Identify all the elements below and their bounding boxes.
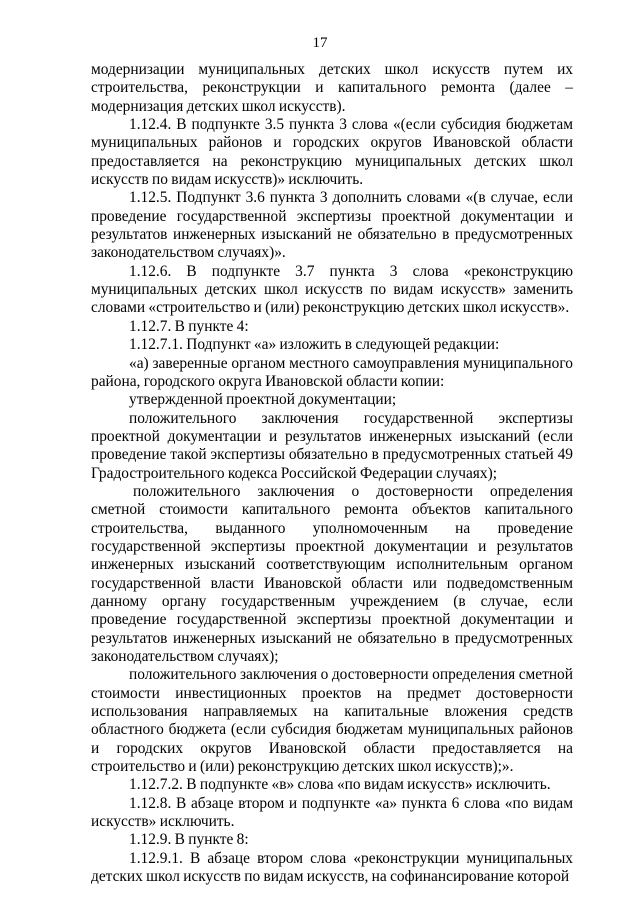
paragraph-1-12-9-1: 1.12.9.1. В абзаце втором слова «реконструкции муниципальных детских школ искусств по видам искусств, на софинансирование которой xyxy=(91,849,573,886)
paragraph-estimate-reliability-investment: положительного заключения о достоверности определения сметной стоимости инвестиционных проектов на предмет достоверности использования направляемых на капитальные вложения средств областного бюджета (если субсидия бюджетам муниципальных районов и городских округов Ивановской области предоставляется на строительство и (или) реконструкцию детских школ искусств);». xyxy=(91,666,573,776)
paragraph-estimate-reliability-repair: положительного заключения о достоверности определения сметной стоимости капитального ремонта объектов капитального строительства, выданного уполномоченным на проведение государственной экспертизы проектной документации и результатов инженерных изысканий соответствующим исполнительным органом государственной власти Ивановской области или подведомственным данному органу государственным учреждением (в случае, если проведение государственной экспертизы проектной документации и результатов инженерных изысканий не обязательно в предусмотренных законодательством случаях); xyxy=(91,482,573,665)
paragraph-continuation: модернизации муниципальных детских школ искусств путем их строительства, реконструкции и капитального ремонта (далее – модернизация детских школ искусств). xyxy=(91,61,573,115)
paragraph-1-12-4: 1.12.4. В подпункте 3.5 пункта 3 слова «(если субсидия бюджетам муниципальных районов и городских округов Ивановской области предоставляется на реконструкцию муниципальных детских школ искусств по видам искусств)» исключить. xyxy=(91,116,573,189)
paragraph-1-12-7-2: 1.12.7.2. В подпункте «в» слова «по видам искусств» исключить. xyxy=(129,776,551,794)
paragraph-1-12-9: 1.12.9. В пункте 8: xyxy=(129,831,249,849)
document-body xyxy=(91,61,573,886)
paragraph-1-12-5: 1.12.5. Подпункт 3.6 пункта 3 дополнить словами «(в случае, если проведение государственной экспертизы проектной документации и результатов инженерных изысканий не обязательно в предусмотренных законодательством случаях)». xyxy=(91,189,573,262)
paragraph-1-12-7-1: 1.12.7.1. Подпункт «а» изложить в следующей редакции: xyxy=(129,336,500,354)
page-number: 17 xyxy=(312,35,328,51)
paragraph-state-expertise-conclusion: положительного заключения государственной экспертизы проектной документации и результатов инженерных изысканий (если проведение такой экспертизы обязательно в предусмотренных статьей 49 Градостроительного кодекса Российской Федерации случаях); xyxy=(91,409,573,482)
paragraph-1-12-6: 1.12.6. В подпункте 3.7 пункта 3 слова «реконструкцию муниципальных детских школ искусств по видам искусств» заменить словами «строительство и (или) реконструкцию детских школ искусств». xyxy=(91,262,573,317)
paragraph-1-12-7: 1.12.7. В пункте 4: xyxy=(129,317,249,335)
paragraph-subitem-a: «а) заверенные органом местного самоуправления муниципального района, городского округа Ивановской области копии: xyxy=(91,354,573,390)
paragraph-1-12-8: 1.12.8. В абзаце втором и подпункте «а» пункта 6 слова «по видам искусств» исключить. xyxy=(91,794,573,831)
paragraph-approved-documentation: утвержденной проектной документации; xyxy=(129,391,397,409)
